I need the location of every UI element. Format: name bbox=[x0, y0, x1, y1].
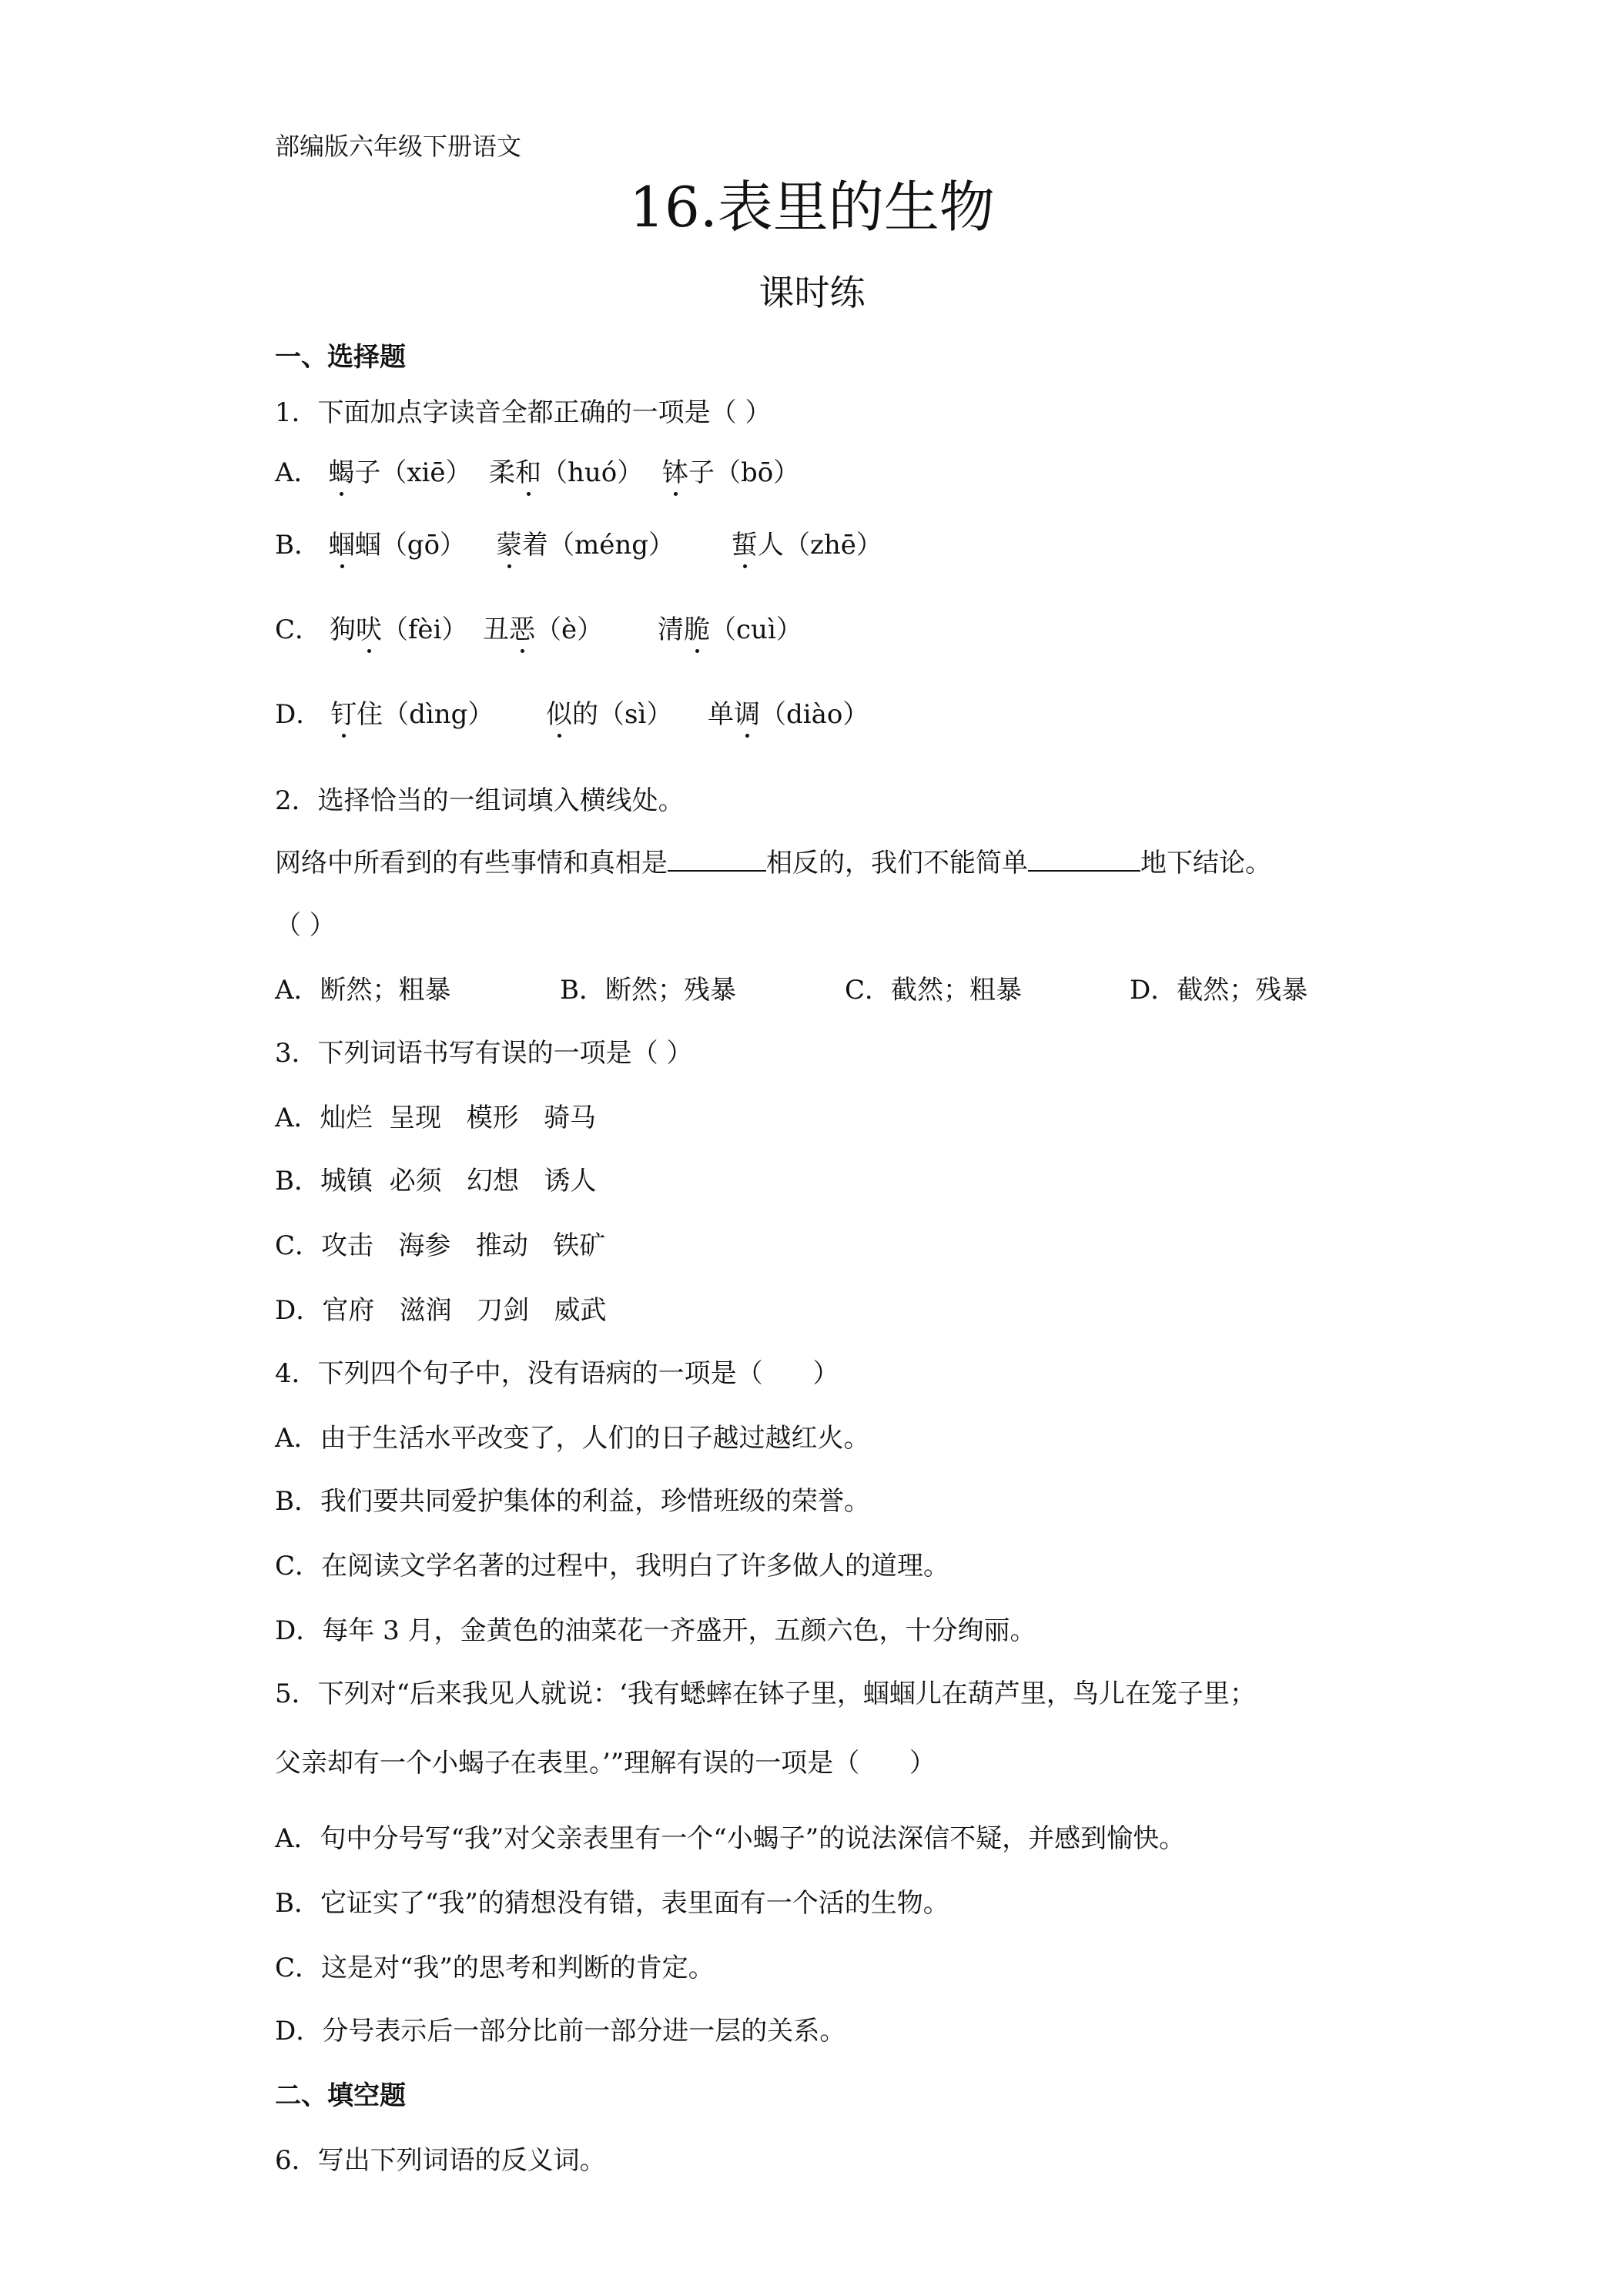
question-3-option-d: D．官府 滋润 刀剑 威武 bbox=[275, 1295, 607, 1326]
question-4-option-c: C．在阅读文学名著的过程中，我明白了许多做人的道理。 bbox=[275, 1551, 950, 1581]
question-2-option-d: D．截然；残暴 bbox=[1130, 975, 1308, 1006]
question-1-option-c bbox=[275, 614, 802, 645]
section-heading-fill: 二、填空题 bbox=[275, 2080, 406, 2111]
question-4-stem: 4．下列四个句子中，没有语病的一项是（ ） bbox=[275, 1358, 839, 1389]
option-label: C． bbox=[275, 614, 322, 645]
question-3-option-a: A．灿烂 呈现 模形 骑马 bbox=[275, 1103, 597, 1133]
word: 蝎子（xiē） bbox=[328, 457, 472, 488]
question-5-stem-line-1: 5．下列对“后来我见人就说：‘我有蟋蟀在钵子里，蝈蝈儿在葫芦里，鸟儿在笼子里； bbox=[275, 1678, 1256, 1709]
word: 柔和（huó） bbox=[489, 457, 644, 488]
word: 单调（diào） bbox=[708, 699, 869, 730]
word: 丑恶（è） bbox=[483, 614, 604, 645]
section-heading-choice: 一、选择题 bbox=[275, 342, 406, 373]
question-2-sentence: 网络中所看到的有些事情和真相是 相反的，我们不能简单 地下结论。 bbox=[275, 848, 1271, 879]
question-5-stem-line-2: 父亲却有一个小蝎子在表里。’”理解有误的一项是（ ） bbox=[275, 1748, 936, 1779]
question-2-option-b: B．断然；残暴 bbox=[560, 975, 736, 1006]
question-3-option-b: B．城镇 必须 幻想 诱人 bbox=[275, 1166, 597, 1197]
question-6-stem: 6．写出下列词语的反义词。 bbox=[275, 2145, 606, 2176]
option-label: A． bbox=[275, 457, 320, 488]
question-5-option-b: B．它证实了“我”的猜想没有错，表里面有一个活的生物。 bbox=[275, 1888, 949, 1919]
document-header: 部编版六年级下册语文 bbox=[275, 132, 522, 161]
question-1-option-b bbox=[275, 530, 882, 561]
question-1-option-a bbox=[275, 457, 800, 488]
page-subtitle: 课时练 bbox=[758, 272, 866, 313]
fill-blank[interactable] bbox=[1028, 847, 1140, 872]
question-3-stem: 3．下列词语书写有误的一项是（ ） bbox=[275, 1038, 693, 1069]
question-4-option-d: D．每年 3 月，金黄色的油菜花一齐盛开，五颜六色，十分绚丽。 bbox=[275, 1615, 1036, 1646]
question-1-stem: 1．下面加点字读音全都正确的一项是（ ） bbox=[275, 397, 772, 428]
fill-blank[interactable] bbox=[668, 847, 766, 872]
option-label: B． bbox=[275, 530, 320, 561]
word: 蝈蝈（gō） bbox=[328, 530, 467, 561]
word: 蜇人（zhē） bbox=[732, 530, 882, 561]
word: 蒙着（méng） bbox=[496, 530, 675, 561]
question-2-answer-paren: （ ） bbox=[275, 910, 336, 941]
question-4-option-a: A．由于生活水平改变了，人们的日子越过越红火。 bbox=[275, 1423, 870, 1454]
question-5-option-d: D．分号表示后一部分比前一部分进一层的关系。 bbox=[275, 2016, 846, 2047]
word: 清脆（cuì） bbox=[658, 614, 802, 645]
option-label: D． bbox=[275, 699, 323, 730]
question-4-option-b: B．我们要共同爱护集体的利益，珍惜班级的荣誉。 bbox=[275, 1486, 870, 1517]
page-title: 16.表里的生物 bbox=[629, 175, 995, 239]
question-3-option-c: C．攻击 海参 推动 铁矿 bbox=[275, 1230, 606, 1261]
question-5-option-c: C．这是对“我”的思考和判断的肯定。 bbox=[275, 1953, 715, 1983]
word: 似的（sì） bbox=[546, 699, 673, 730]
word: 钵子（bō） bbox=[662, 457, 800, 488]
question-2-option-a: A．断然；粗暴 bbox=[275, 975, 451, 1006]
question-1-option-d bbox=[275, 699, 869, 730]
question-2-stem: 2．选择恰当的一组词填入横线处。 bbox=[275, 785, 685, 816]
word: 狗吠（fèi） bbox=[329, 614, 468, 645]
word: 钉住（dìng） bbox=[330, 699, 494, 730]
question-2-option-c: C．截然；粗暴 bbox=[845, 975, 1023, 1006]
question-5-option-a: A．句中分号写“我”对父亲表里有一个“小蝎子”的说法深信不疑，并感到愉快。 bbox=[275, 1823, 1186, 1854]
